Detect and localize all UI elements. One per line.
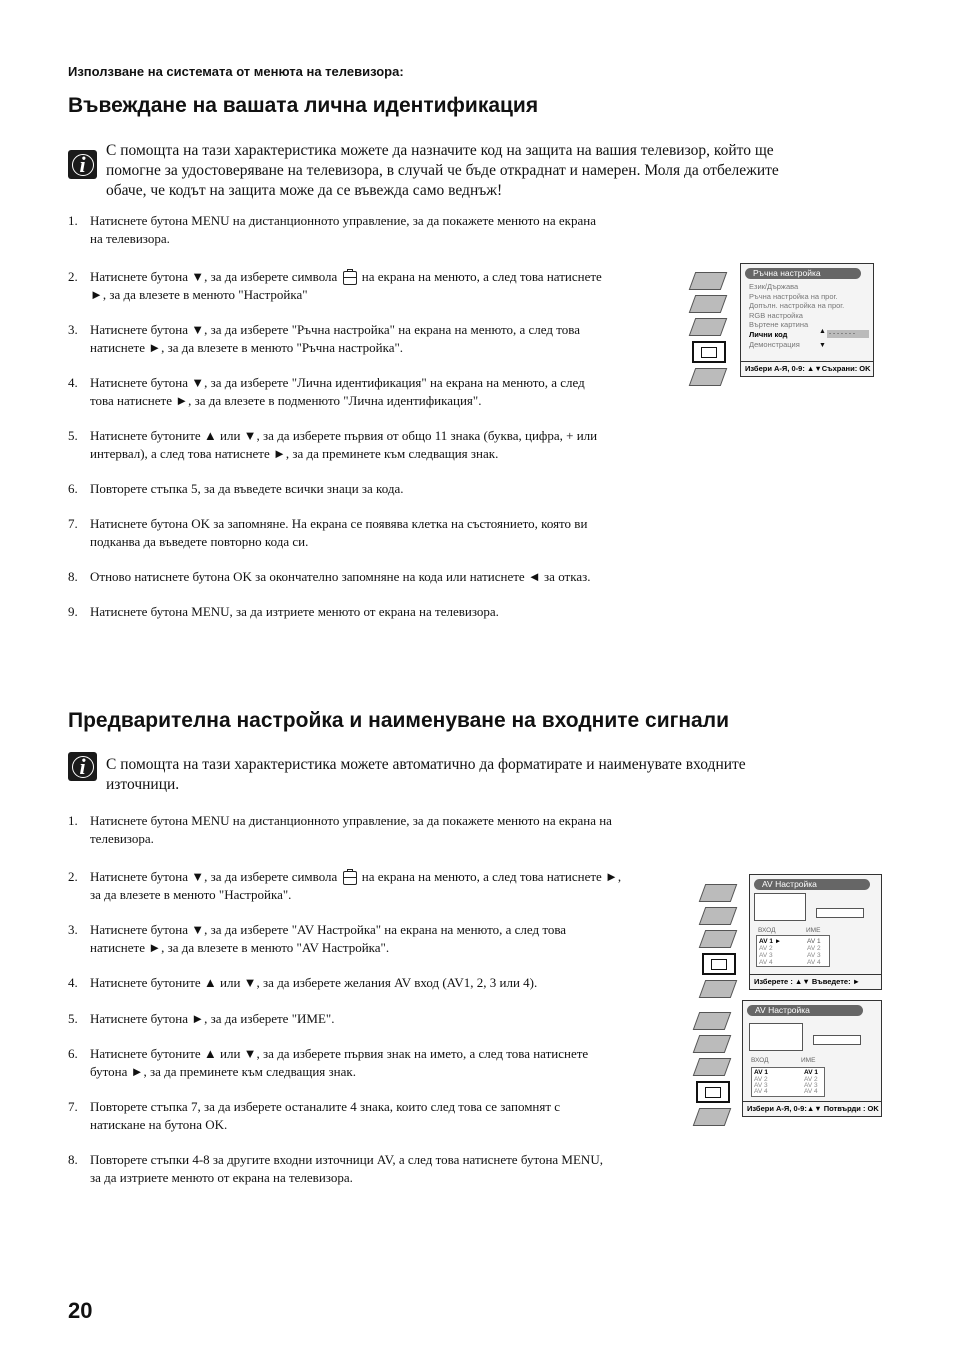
features-icon (693, 1058, 732, 1076)
s2-step-4: 4. Натиснете бутоните ▲ или ▼, за да изберете желания AV вход (AV1, 2, 3 или 4). (68, 975, 538, 990)
tv-screen-av-setup-a (749, 874, 882, 990)
col-input-label: ВХОД (751, 1057, 769, 1064)
setup-icon (692, 341, 726, 363)
tv-screen-manual-setup (740, 263, 874, 377)
code-field: - - - - - - - (827, 330, 869, 338)
running-head: Използване на системата от менюта на телевизора: (68, 64, 404, 79)
av-list: AV 1 ► AV 2 AV 3 AV 4 AV 1 AV 2 AV 3 AV 4 (756, 935, 830, 967)
tv-screen-av-setup-b (742, 1000, 882, 1117)
setup-toolbox-icon (343, 871, 357, 885)
s1-step-6: 6. Повторете стъпка 5, за да въведете всички знаци за кода. (68, 481, 404, 496)
col-name-label: ИМЕ (801, 1057, 816, 1064)
menu-icons-column (696, 1012, 730, 1131)
up-down-arrows: ▲ ▼ (819, 328, 826, 349)
setup-icon (702, 953, 736, 975)
col-name-label: ИМЕ (806, 927, 821, 934)
s1-step-3: 3. Натиснете бутона ▼, за да изберете "Ръчна настройка" на екрана на менюто, а след това натиснете ►, за да влезете в менюто "Ръчна настройка". (68, 322, 580, 355)
s1-step-4: 4. Натиснете бутона ▼, за да изберете "Лична идентификация" на екрана на менюто, а след това натиснете ►, за да влезете в подменюто "Лична идентификация". (68, 375, 585, 408)
s1-step-8: 8. Отново натиснете бутона OK за окончателно запомняне на кода или натиснете ◄ за отказ. (68, 569, 591, 584)
s1-step-9: 9. Натиснете бутона MENU, за да изтриете менюто от екрана на телевизора. (68, 604, 499, 619)
s1-step-1: 1. Натиснете бутона MENU на дистанционното управление, за да покажете менюто на екрана на телевизора. (68, 213, 596, 246)
features-icon (699, 930, 738, 948)
s2-step-2: 2. Натиснете бутона ▼, за да изберете символа на екрана на менюто, а след това натиснете ►, за да влезете в менюто "Настройка". (68, 869, 622, 902)
menu-icons-column (692, 272, 726, 391)
s2-step-8: 8. Повторете стъпки 4-8 за другите входни източници AV, а след това натиснете бутона MENU, за да изтриете менюто от екрана на телевизора. (68, 1152, 603, 1185)
s2-step-1: 1. Натиснете бутона MENU на дистанционното управление, за да покажете менюто на екрана на телевизора. (68, 813, 612, 846)
s1-step-7: 7. Натиснете бутона OK за запомняне. На екрана се появява клетка на състоянието, която ви подканва да въведете повторно кода си. (68, 516, 588, 549)
picture-icon (699, 884, 738, 902)
setup-toolbox-icon (343, 271, 357, 285)
section1-intro: С помощта на тази характеристика можете да назначите код на защита на вашия телевизор, който ще помогне за удостоверяване на телевизора, в случай че бъде откраднат и намерен. Моля да отбележите обаче, че кодът на защита може да се въвежда само веднъж! (106, 142, 779, 199)
preset-icon (689, 368, 728, 386)
features-icon (689, 318, 728, 336)
s1-step-2: 2. Натиснете бутона ▼, за да изберете символа на екрана на менюто, а след това натиснете ►, за да влезете в менюто "Настройка" (68, 269, 602, 302)
info-icon: i (68, 150, 97, 179)
screen-title: Ръчна настройка (745, 268, 861, 279)
sound-icon (693, 1035, 732, 1053)
info-icon: i (68, 752, 97, 781)
screen-bottom-bar: Избери А-Я, 0-9: ▲▼Съхрани: OK (741, 361, 873, 376)
sound-icon (699, 907, 738, 925)
screen-title: AV Настройка (747, 1005, 863, 1016)
preset-icon (699, 980, 738, 998)
s2-step-6: 6. Натиснете бутоните ▲ или ▼, за да изберете първия знак на името, а след това натиснете бутона ►, за да преминете към следващия знак. (68, 1046, 589, 1079)
screen-bottom-bar: Изберете : ▲▼ Въведете: ► (750, 974, 881, 989)
s2-step-3: 3. Натиснете бутона ▼, за да изберете "AV Настройка" на екрана на менюто, а след това натиснете ►, за да влезете в менюто "AV Настройка". (68, 922, 567, 955)
sound-icon (689, 295, 728, 313)
av-sockets-icon (816, 908, 864, 918)
picture-icon (693, 1012, 732, 1030)
section2-intro: С помощта на тази характеристика можете автоматично да форматирате и наименувате входните източници. (106, 756, 746, 793)
preset-icon (693, 1108, 732, 1126)
s2-step-7: 7. Повторете стъпка 7, за да изберете останалите 4 знака, които след това се запомнят с натискане на бутона OK. (68, 1099, 561, 1132)
screen-menu-list: Език/Държава Ръчна настройка на прог. Допълн. настройка на прог. RGB настройка Въртене картина Лични код Демонстрация (749, 282, 845, 349)
screen-bottom-bar: Избери А-Я, 0-9:▲▼ Потвърди : OK (743, 1101, 881, 1116)
scart-connector-icon (749, 1023, 803, 1051)
scart-connector-icon (754, 893, 806, 921)
av-list: AV 1 AV 2 AV 3 AV 4 AV 1 AV 2 AV 3 AV 4 (751, 1067, 825, 1097)
menu-icons-column (702, 884, 736, 1003)
s2-step-5: 5. Натиснете бутона ►, за да изберете "ИМЕ". (68, 1011, 335, 1026)
col-input-label: ВХОД (758, 927, 776, 934)
section2-title: Предварителна настройка и наименуване на входните сигнали (68, 709, 729, 732)
section1-title: Въвеждане на вашата лична идентификация (68, 94, 539, 117)
picture-icon (689, 272, 728, 290)
screen-title: AV Настройка (754, 879, 870, 890)
page-number: 20 (68, 1298, 93, 1323)
setup-icon (696, 1081, 730, 1103)
s1-step-5: 5. Натиснете бутоните ▲ или ▼, за да изберете първия от общо 11 знака (буква, цифра, + или интервал), а след това натиснете ►, за да преминете към следващия знак. (68, 428, 598, 461)
av-sockets-icon (813, 1035, 861, 1045)
